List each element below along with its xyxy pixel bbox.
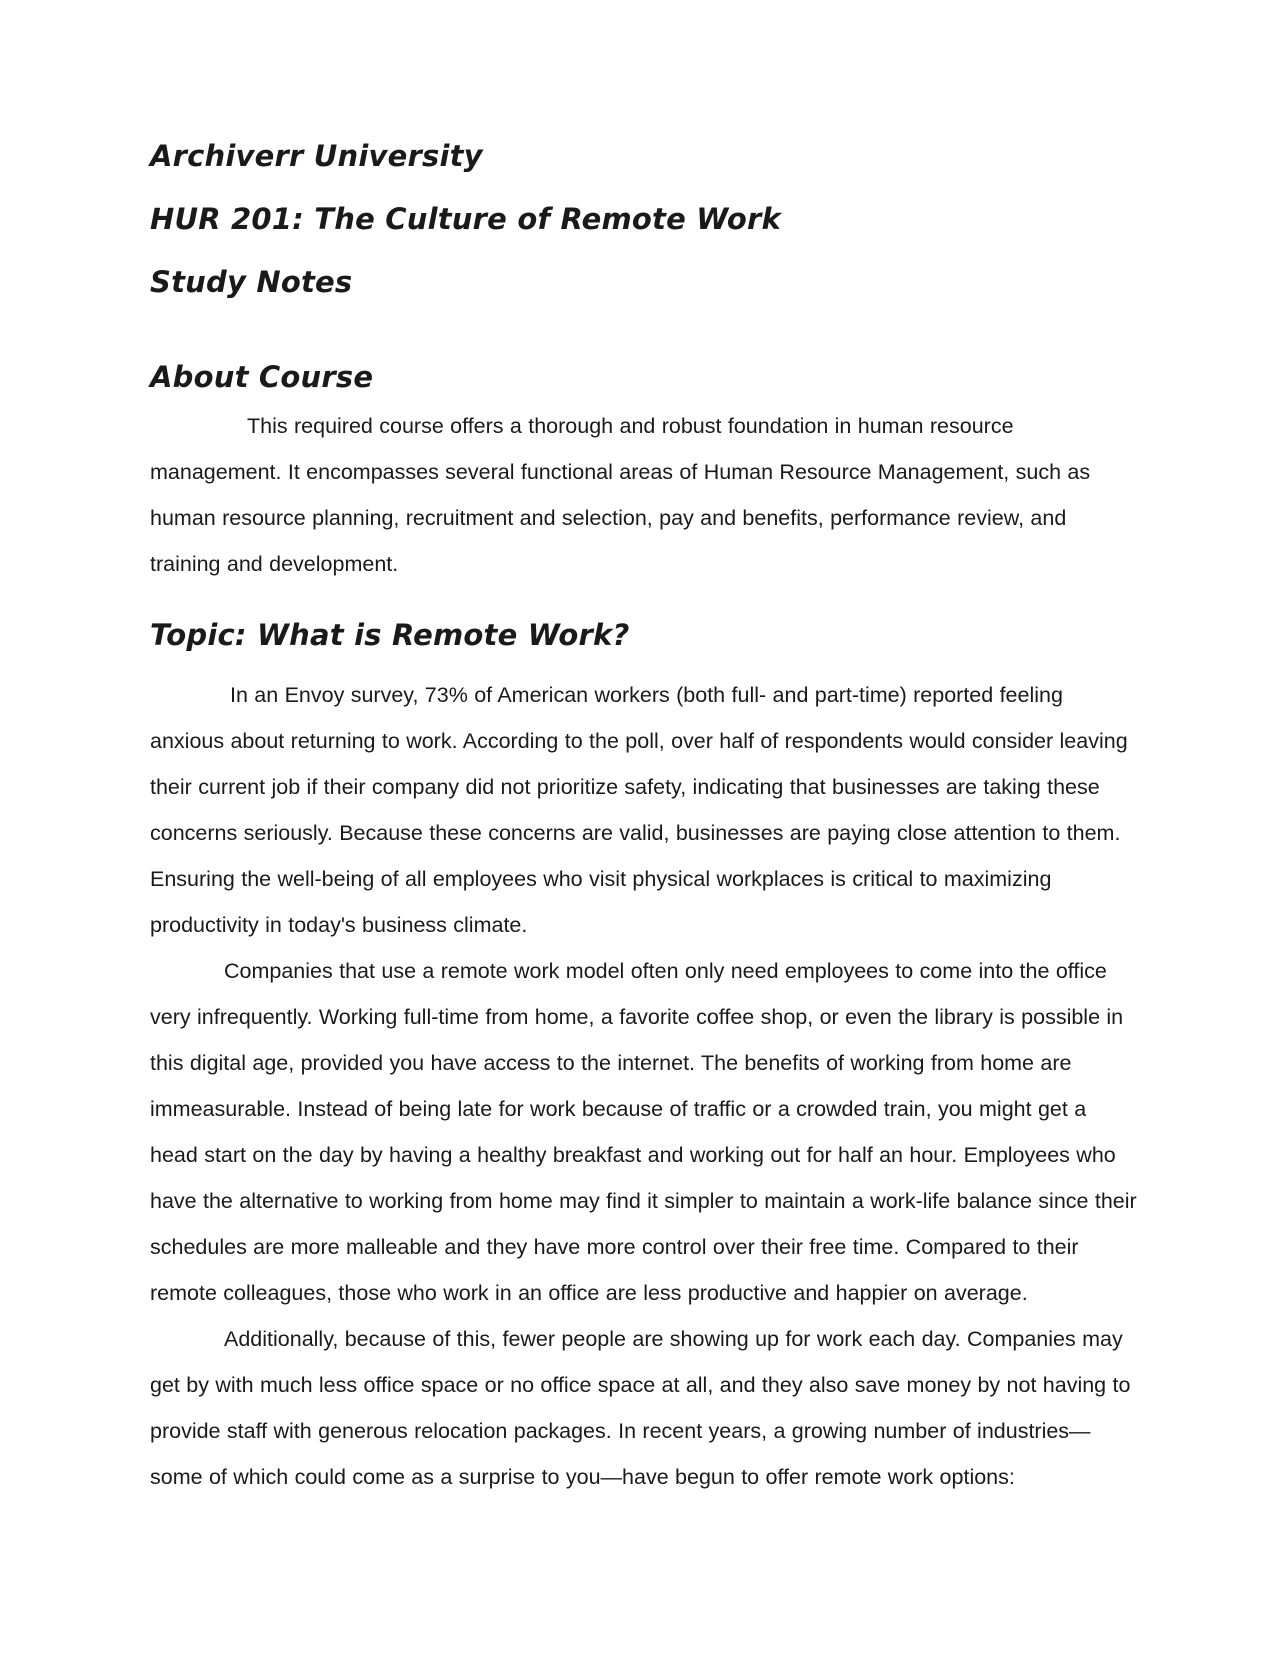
course-code: HUR 201: [150, 202, 304, 236]
university-name: Archiverr University [150, 139, 483, 173]
course-heading [150, 201, 1140, 237]
doc-type-heading: Study Notes [150, 265, 353, 299]
about-paragraph: This required course offers a thorough and robust foundation in human resource management. It encompasses several functional areas of Human Resource Management, such as human resource planning, recruitment and selection, pay and benefits, performance review, and training and development. [150, 414, 1091, 576]
document-page [150, 138, 1140, 1500]
topic-paragraph-1: In an Envoy survey, 73% of American workers (both full- and part-time) reported feeling anxious about returning to work. According to the poll, over half of respondents would consider leaving their current job if their company did not prioritize safety, indicating that businesses are taking these concerns seriously. Because these concerns are valid, businesses are paying close attention to them. Ensuring the well-being of all employees who visit physical workplaces is critical to maximizing productivity in today's business climate. [150, 683, 1128, 937]
topic-paragraph-3: Additionally, because of this, fewer people are showing up for work each day. Companies may get by with much less office space or no office space at all, and they also save money by not having to provide staff with generous relocation packages. In recent years, a growing number of industries—some of which could come as a surprise to you—have begun to offer remote work options: [150, 1327, 1131, 1489]
topic-paragraph-2: Companies that use a remote work model often only need employees to come into the office very infrequently. Working full-time from home, a favorite coffee shop, or even the library is possible in this digital age, provided you have access to the internet. The benefits of working from home are immeasurable. Instead of being late for work because of traffic or a crowded train, you might get a head start on the day by having a healthy breakfast and working out for half an hour. Employees who have the alternative to working from home may find it simpler to maintain a work-life balance since their schedules are more malleable and they have more control over their free time. Compared to their remote colleagues, those who work in an office are less productive and happier on average. [150, 959, 1137, 1305]
topic-heading: Topic: What is Remote Work? [150, 618, 630, 652]
about-heading: About Course [150, 360, 374, 394]
course-title: The Culture of Remote Work [314, 202, 781, 236]
